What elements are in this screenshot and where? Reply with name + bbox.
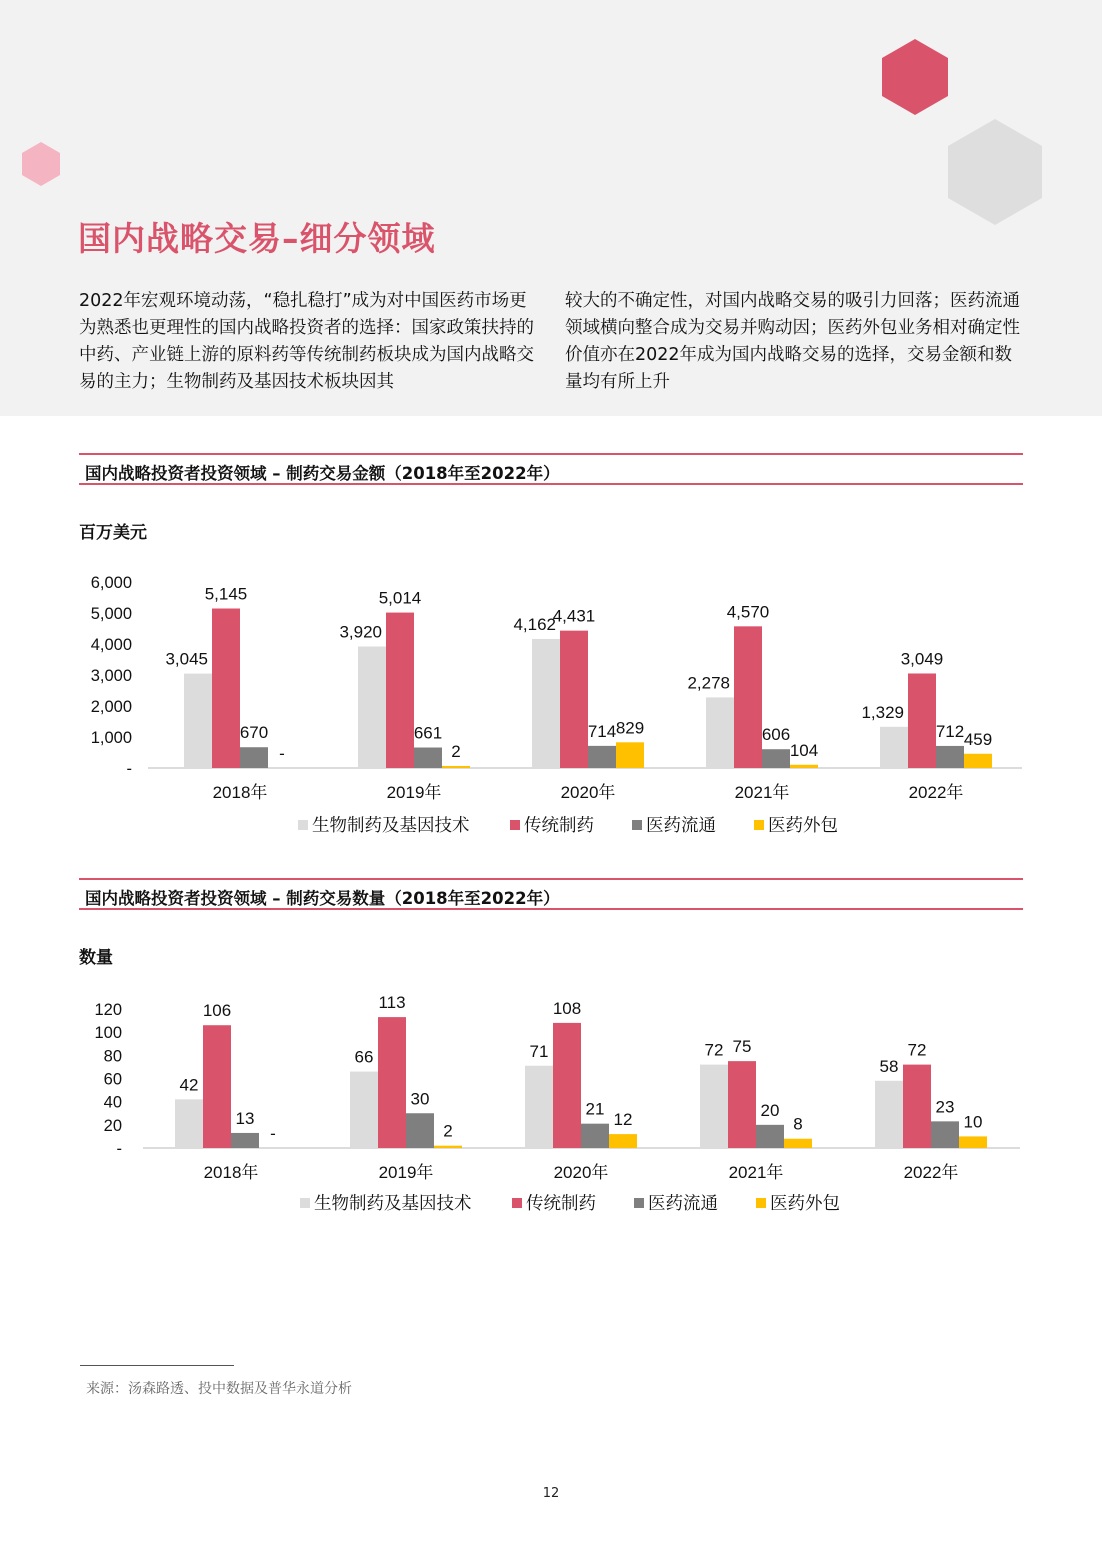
bar	[386, 613, 414, 768]
bar	[790, 765, 818, 768]
legend-label: 生物制药及基因技术	[312, 815, 470, 835]
data-label: 58	[879, 1056, 899, 1076]
legend-label: 医药外包	[768, 815, 838, 835]
bar	[959, 1136, 987, 1148]
data-label: 71	[529, 1041, 549, 1061]
x-tick-label: 2019年	[378, 1163, 434, 1182]
data-label: 661	[413, 723, 443, 743]
x-tick-label: 2022年	[908, 783, 964, 802]
data-label: 4,431	[552, 606, 596, 626]
hexagon-red-decoration	[880, 37, 950, 117]
hexagon-pink-decoration	[20, 140, 62, 188]
bar	[762, 749, 790, 768]
bar	[553, 1023, 581, 1148]
chart-count-section-header	[79, 878, 1023, 910]
data-label: 104	[789, 740, 819, 760]
chart-count-unit-label: 数量	[79, 948, 113, 968]
bar	[756, 1125, 784, 1148]
bar	[908, 673, 936, 768]
page-number: 12	[542, 1486, 560, 1501]
bar	[175, 1099, 203, 1148]
data-label: 829	[615, 718, 645, 738]
data-label: -	[279, 744, 285, 763]
bar	[880, 727, 908, 768]
legend-swatch	[298, 820, 308, 830]
bar	[784, 1139, 812, 1148]
y-tick-label: 40	[103, 1093, 122, 1112]
data-label: 42	[179, 1075, 199, 1095]
data-label: 23	[935, 1097, 955, 1117]
bar	[358, 646, 386, 768]
legend-label: 医药外包	[770, 1193, 840, 1213]
chart-amount-section-header	[79, 453, 1023, 485]
x-tick-label: 2020年	[553, 1163, 609, 1182]
data-label: 20	[760, 1100, 780, 1120]
data-label: 459	[963, 729, 993, 749]
chart-count-title: 国内战略投资者投资领域 – 制药交易数量（2018年至2022年）	[85, 889, 560, 908]
y-tick-label: 6,000	[90, 574, 132, 592]
data-label: 606	[761, 725, 791, 745]
bar	[212, 609, 240, 768]
data-label: 1,329	[861, 702, 904, 722]
data-label: 3,049	[900, 649, 944, 669]
legend-label: 医药流通	[648, 1193, 718, 1213]
legend-swatch	[634, 1198, 644, 1208]
data-label: 13	[235, 1108, 255, 1128]
x-tick-label: 2018年	[203, 1163, 259, 1182]
data-label: 2,278	[687, 673, 730, 693]
x-tick-label: 2019年	[386, 783, 442, 802]
bar	[609, 1134, 637, 1148]
legend-swatch	[756, 1198, 766, 1208]
bar	[903, 1065, 931, 1148]
data-label: 670	[239, 723, 269, 743]
data-label: 712	[935, 721, 965, 741]
y-tick-label: 3,000	[90, 667, 132, 685]
y-tick-label: 4,000	[90, 636, 132, 654]
data-label: 3,045	[165, 649, 208, 669]
y-tick-label: -	[116, 1140, 122, 1158]
intro-paragraph-left: 2022年宏观环境动荡，“稳扎稳打”成为对中国医药市场更为熟悉也更理性的国内战略投资者的选择：国家政策扶持的中药、产业链上游的原料药等传统制药板块成为国内战略交易的主力；生物制药及基因技术板块因其	[79, 291, 534, 392]
data-label: 5,145	[204, 584, 248, 604]
x-tick-label: 2021年	[734, 783, 790, 802]
bar	[964, 754, 992, 768]
chart-amount-unit-label: 百万美元	[79, 523, 147, 543]
bar	[532, 639, 560, 768]
page-title: 国内战略交易–细分领域	[78, 219, 436, 258]
bar	[240, 747, 268, 768]
y-tick-label: 120	[94, 1001, 122, 1019]
bar	[378, 1017, 406, 1148]
x-tick-label: 2020年	[560, 783, 616, 802]
legend-label: 传统制药	[526, 1193, 596, 1213]
data-label: 8	[793, 1114, 803, 1134]
y-tick-label: 80	[103, 1047, 122, 1066]
chart-amount	[0, 565, 1102, 855]
data-label: 21	[585, 1099, 605, 1119]
data-label: 10	[963, 1112, 983, 1132]
bar	[734, 626, 762, 768]
bar	[203, 1025, 231, 1148]
legend-label: 生物制药及基因技术	[314, 1193, 472, 1213]
bar	[728, 1061, 756, 1148]
data-label: 75	[732, 1037, 752, 1057]
bar	[616, 742, 644, 768]
chart-amount-title: 国内战略投资者投资领域 – 制药交易金额（2018年至2022年）	[85, 464, 560, 483]
y-tick-label: 2,000	[90, 698, 132, 716]
bar	[700, 1065, 728, 1148]
legend-swatch	[300, 1198, 310, 1208]
data-label: -	[270, 1124, 276, 1143]
data-label: 2	[443, 1121, 453, 1141]
y-tick-label: 5,000	[90, 605, 132, 623]
bar	[581, 1124, 609, 1148]
legend-swatch	[512, 1198, 522, 1208]
bar	[442, 766, 470, 768]
footnote-divider	[80, 1365, 234, 1366]
bar	[434, 1146, 462, 1148]
legend-swatch	[754, 820, 764, 830]
x-tick-label: 2021年	[728, 1163, 784, 1182]
intro-paragraph-right: 较大的不确定性，对国内战略交易的吸引力回落；医药流通领域横向整合成为交易并购动因；医药外包业务相对确定性价值亦在2022年成为国内战略交易的选择，交易金额和数量均有所上升	[565, 291, 1020, 392]
data-label: 30	[410, 1089, 430, 1109]
bar	[875, 1081, 903, 1148]
source-footnote: 来源：汤森路透、投中数据及普华永道分析	[86, 1381, 352, 1397]
data-label: 5,014	[378, 588, 422, 608]
bar	[231, 1133, 259, 1148]
legend-swatch	[632, 820, 642, 830]
bar	[588, 746, 616, 768]
data-label: 106	[202, 1001, 232, 1021]
bar	[184, 674, 212, 768]
data-label: 4,162	[513, 614, 556, 634]
bar	[406, 1113, 434, 1148]
y-tick-label: 1,000	[90, 729, 132, 747]
bar	[414, 748, 442, 768]
bar	[931, 1121, 959, 1148]
legend-label: 医药流通	[646, 815, 716, 835]
bar	[350, 1072, 378, 1148]
data-label: 3,920	[339, 622, 382, 642]
bar	[936, 746, 964, 768]
data-label: 113	[378, 993, 406, 1013]
legend-label: 传统制药	[524, 815, 594, 835]
bar	[706, 697, 734, 768]
data-label: 2	[451, 742, 461, 761]
y-tick-label: 20	[103, 1116, 122, 1135]
data-label: 72	[704, 1040, 724, 1060]
x-tick-label: 2022年	[903, 1163, 959, 1182]
data-label: 4,570	[726, 602, 770, 622]
y-tick-label: 100	[94, 1024, 122, 1043]
bar	[525, 1066, 553, 1148]
data-label: 714	[587, 721, 617, 741]
data-label: 72	[907, 1040, 927, 1060]
x-tick-label: 2018年	[212, 783, 268, 802]
y-tick-label: -	[126, 760, 132, 778]
data-label: 66	[354, 1047, 374, 1067]
hexagon-gray-decoration	[946, 117, 1044, 227]
chart-count	[0, 990, 1102, 1230]
bar	[560, 631, 588, 768]
data-label: 12	[613, 1110, 633, 1130]
data-label: 108	[552, 998, 582, 1018]
y-tick-label: 60	[103, 1070, 122, 1089]
legend-swatch	[510, 820, 520, 830]
